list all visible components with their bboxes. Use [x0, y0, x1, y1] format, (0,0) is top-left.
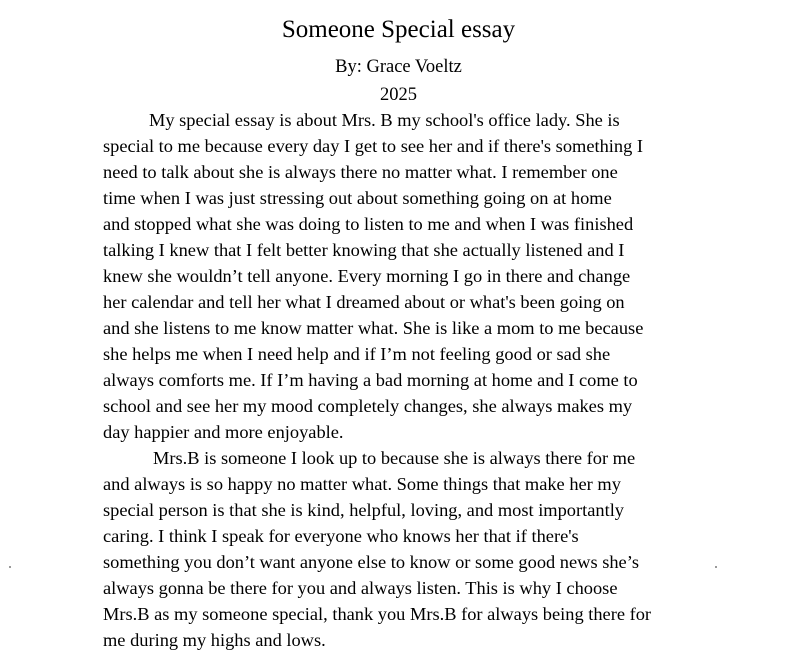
paragraph-line: me during my highs and lows. [103, 630, 326, 650]
paragraph-line: need to talk about she is always there no matter what. I remember one [103, 162, 618, 182]
paragraph-line: special person is that she is kind, helpful, loving, and most importantly [103, 500, 624, 520]
author-byline: By: Grace Voeltz [335, 57, 462, 77]
paragraph-line: Mrs.B as my someone special, thank you Mrs.B for always being there for [103, 604, 652, 624]
paragraph-line: always gonna be there for you and always listen. This is why I choose [103, 578, 618, 598]
scan-speck-mark [715, 566, 717, 568]
paragraph-line: My special essay is about Mrs. B my school's office lady. She is [149, 110, 620, 130]
paragraph-line: day happier and more enjoyable. [103, 422, 344, 442]
paragraph-line: knew she wouldn’t tell anyone. Every morning I go in there and change [103, 266, 631, 286]
paragraph-line: caring. I think I speak for everyone who knows her that if there's [103, 526, 579, 546]
essay-title: Someone Special essay [281, 16, 516, 43]
essay-body [103, 107, 743, 653]
essay-year: 2025 [380, 85, 417, 105]
paragraph-line: always comforts me. If I’m having a bad morning at home and I come to [103, 370, 638, 390]
paragraph-line: and stopped what she was doing to listen to me and when I was finished [103, 214, 634, 234]
paragraph-1 [103, 107, 743, 445]
paragraph-line: something you don’t want anyone else to know or some good news she’s [103, 552, 639, 572]
paragraph-line: and she listens to me know matter what. She is like a mom to me because [103, 318, 644, 338]
paragraph-line: Mrs.B is someone I look up to because she is always there for me [153, 448, 636, 468]
paragraph-line: her calendar and tell her what I dreamed about or what's been going on [103, 292, 625, 312]
paragraph-line: talking I knew that I felt better knowing that she actually listened and I [103, 240, 625, 260]
paragraph-line: special to me because every day I get to see her and if there's something I [103, 136, 644, 156]
paragraph-line: time when I was just stressing out about something going on at home [103, 188, 612, 208]
scan-speck-mark [9, 566, 11, 568]
paragraph-line: school and see her my mood completely changes, she always makes my [103, 396, 633, 416]
paragraph-2 [103, 445, 743, 653]
paragraph-line: she helps me when I need help and if I’m not feeling good or sad she [103, 344, 611, 364]
paragraph-line: and always is so happy no matter what. Some things that make her my [103, 474, 621, 494]
